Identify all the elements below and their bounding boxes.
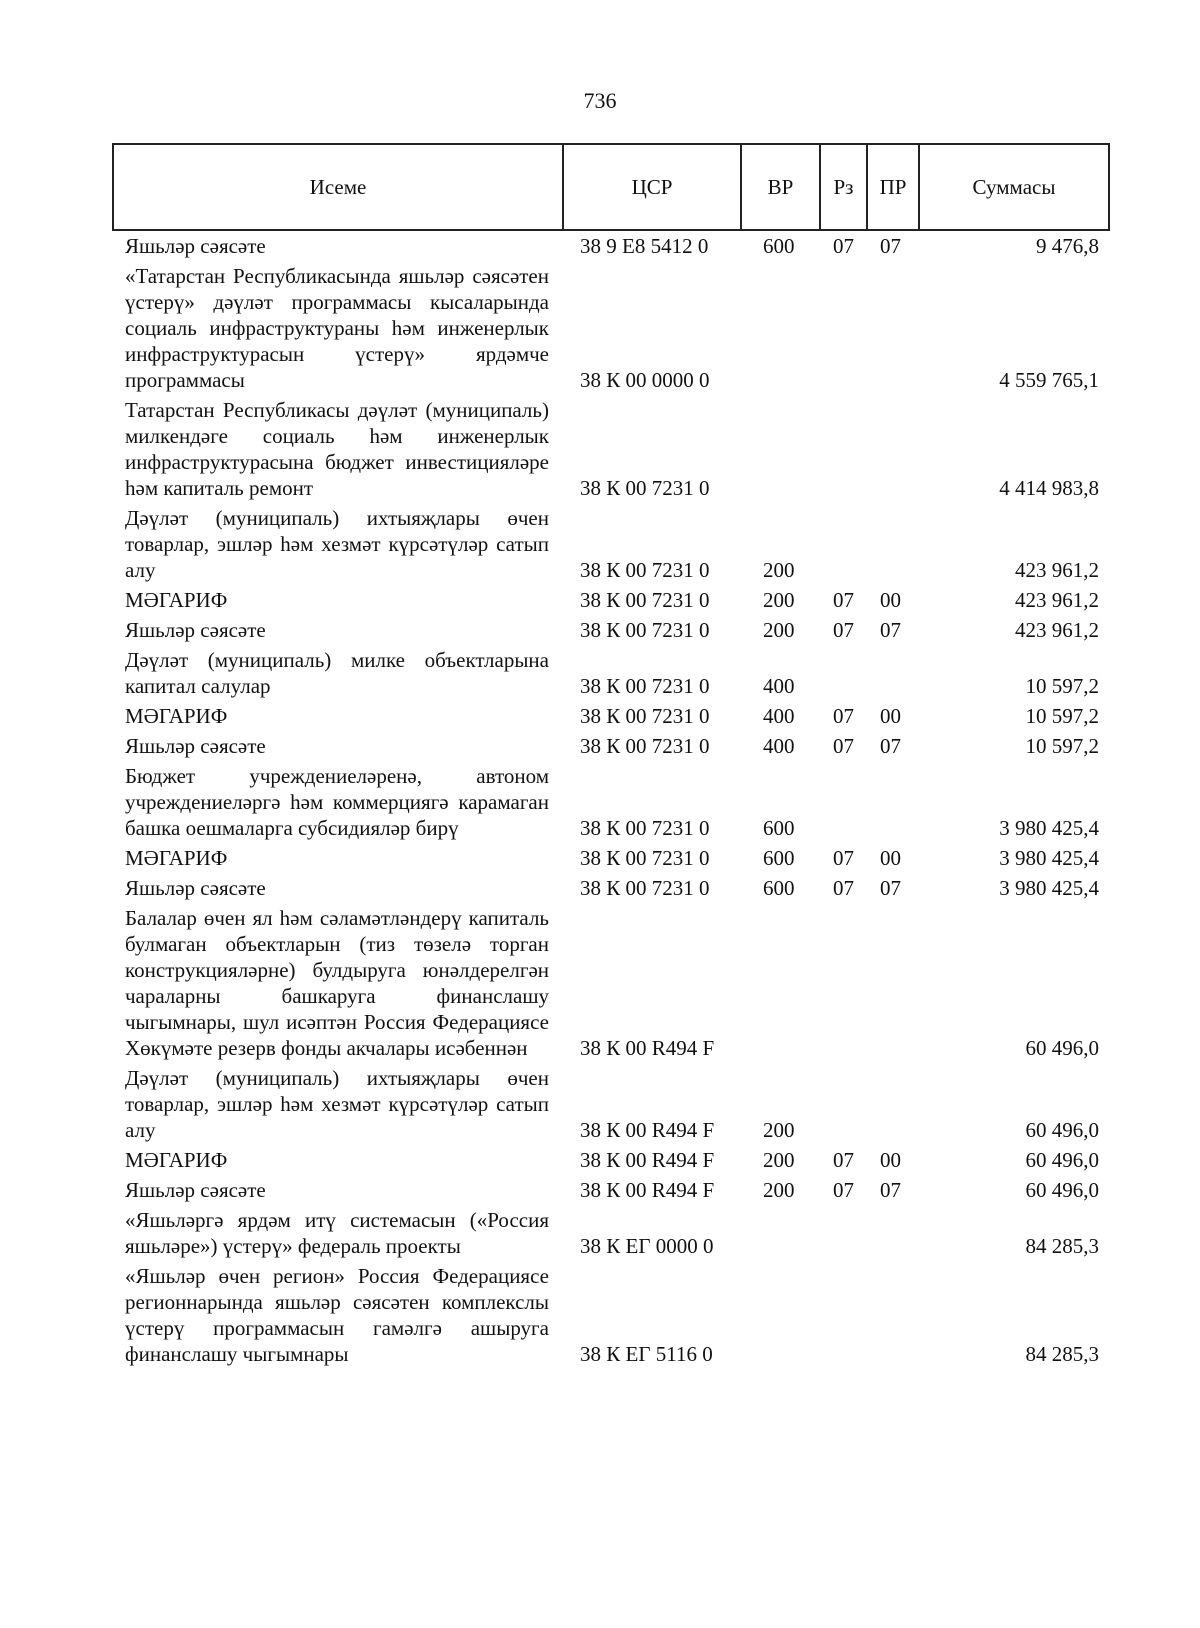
cell-name: Яшьләр сәясәте	[125, 876, 266, 900]
cell-sum: 84 285,3	[1025, 1342, 1099, 1366]
cell-csr: 38 К 00 7231 0	[580, 876, 710, 900]
cell-vr	[741, 1207, 820, 1263]
cell-sum: 10 597,2	[1025, 734, 1099, 758]
header-rz: Рз	[820, 144, 867, 230]
cell-vr: 600	[763, 846, 795, 870]
table-row	[113, 845, 1109, 875]
cell-sum: 10 597,2	[1025, 704, 1099, 728]
header-vr: ВР	[741, 144, 820, 230]
cell-sum: 3 980 425,4	[999, 816, 1099, 840]
table-body	[113, 230, 1109, 1371]
cell-sum: 423 961,2	[1015, 558, 1099, 582]
cell-rz	[820, 1263, 867, 1371]
cell-sum: 10 597,2	[1025, 674, 1099, 698]
cell-vr: 600	[763, 876, 795, 900]
header-pr: ПР	[867, 144, 919, 230]
cell-vr: 200	[763, 558, 795, 582]
table-row	[113, 617, 1109, 647]
cell-name: МӘГАРИФ	[125, 846, 228, 870]
cell-pr: 07	[880, 876, 901, 900]
cell-csr: 38 К 00 7231 0	[580, 588, 710, 612]
cell-rz: 07	[833, 734, 854, 758]
cell-sum: 3 980 425,4	[999, 876, 1099, 900]
cell-csr: 38 К 00 R494 F	[580, 1178, 715, 1202]
header-row	[113, 144, 1109, 230]
cell-sum: 60 496,0	[1025, 1118, 1099, 1142]
table-row	[113, 875, 1109, 905]
table-row	[113, 587, 1109, 617]
cell-rz: 07	[833, 588, 854, 612]
cell-csr: 38 К ЕГ 0000 0	[580, 1234, 714, 1258]
cell-pr	[867, 263, 919, 397]
cell-sum: 9 476,8	[1036, 234, 1099, 258]
cell-rz	[820, 763, 867, 845]
table-row	[113, 1065, 1109, 1147]
cell-name: «Яшьләр өчен регион» Россия Федерациясе регионнарында яшьләр сәясәтен комплекслы үстерү программасын гамәлгә ашыруга финанслашу чыгымнары	[125, 1264, 549, 1366]
cell-vr	[741, 905, 820, 1065]
table-row	[113, 263, 1109, 397]
cell-vr: 200	[763, 588, 795, 612]
cell-name: Татарстан Республикасы дәүләт (муниципаль) милкендәге социаль һәм инженерлык инфраструктурасына бюджет инвестицияләре һәм капиталь ремонт	[125, 398, 549, 500]
cell-sum: 60 496,0	[1025, 1178, 1099, 1202]
cell-csr: 38 К 00 R494 F	[580, 1036, 715, 1060]
table-header	[113, 144, 1109, 230]
cell-pr	[867, 1065, 919, 1147]
cell-name: «Татарстан Республикасында яшьләр сәясәтен үстерү» дәүләт программасы кысаларында социаль инфраструктураны һәм инженерлык инфраструктурасын үстерү» ярдәмче программасы	[125, 264, 549, 392]
cell-rz: 07	[833, 704, 854, 728]
cell-rz	[820, 397, 867, 505]
cell-csr: 38 К ЕГ 5116 0	[580, 1342, 713, 1366]
cell-name: МӘГАРИФ	[125, 1148, 228, 1172]
header-name: Исеме	[113, 144, 563, 230]
cell-name: Яшьләр сәясәте	[125, 618, 266, 642]
cell-csr: 38 К 00 7231 0	[580, 558, 710, 582]
cell-vr: 200	[763, 618, 795, 642]
cell-pr: 07	[880, 234, 901, 258]
table-row	[113, 763, 1109, 845]
cell-rz: 07	[833, 846, 854, 870]
cell-vr: 600	[763, 816, 795, 840]
cell-sum: 423 961,2	[1015, 618, 1099, 642]
cell-sum: 4 559 765,1	[999, 368, 1099, 392]
cell-vr: 400	[763, 674, 795, 698]
cell-pr: 00	[880, 588, 901, 612]
cell-sum: 60 496,0	[1025, 1148, 1099, 1172]
cell-pr	[867, 905, 919, 1065]
cell-pr: 07	[880, 734, 901, 758]
cell-pr: 00	[880, 704, 901, 728]
cell-vr: 400	[763, 734, 795, 758]
cell-csr: 38 К 00 7231 0	[580, 476, 710, 500]
cell-rz	[820, 263, 867, 397]
cell-pr	[867, 505, 919, 587]
table-row	[113, 230, 1109, 263]
cell-rz: 07	[833, 1148, 854, 1172]
cell-csr: 38 К 00 7231 0	[580, 816, 710, 840]
cell-rz	[820, 1207, 867, 1263]
cell-csr: 38 К 00 7231 0	[580, 846, 710, 870]
cell-name: Бюджет учреждениеләренә, автоном учреждениеләргә һәм коммерциягә карамаган башка оешмаларга субсидияләр бирү	[125, 764, 549, 840]
cell-vr	[741, 263, 820, 397]
cell-name: Яшьләр сәясәте	[125, 1178, 266, 1202]
cell-name: МӘГАРИФ	[125, 588, 228, 612]
cell-csr: 38 К 00 7231 0	[580, 734, 710, 758]
cell-name: Яшьләр сәясәте	[125, 234, 266, 258]
cell-pr: 00	[880, 1148, 901, 1172]
cell-vr: 200	[763, 1178, 795, 1202]
cell-vr	[741, 1263, 820, 1371]
cell-pr	[867, 647, 919, 703]
page-number: 736	[583, 88, 617, 113]
cell-rz	[820, 905, 867, 1065]
table-row	[113, 1207, 1109, 1263]
cell-name: Балалар өчен ял һәм сәламәтләндерү капиталь булмаган объектларын (тиз төзелә торган конструкцияләрне) булдыруга юнәлдерелгән чараларны башкаруга финанслашу чыгымнары, шул исәптән Россия Федерациясе Хөкүмәте резерв фонды акчалары исәбеннән	[125, 906, 549, 1060]
cell-pr: 07	[880, 1178, 901, 1202]
cell-csr: 38 К 00 R494 F	[580, 1118, 715, 1142]
cell-rz: 07	[833, 234, 854, 258]
cell-pr: 07	[880, 618, 901, 642]
cell-name: Яшьләр сәясәте	[125, 734, 266, 758]
cell-name: Дәүләт (муниципаль) ихтыяҗлары өчен товарлар, эшләр һәм хезмәт күрсәтүләр сатып алу	[125, 506, 549, 582]
budget-table	[112, 143, 1110, 1371]
cell-rz	[820, 505, 867, 587]
table-row	[113, 733, 1109, 763]
table-row	[113, 397, 1109, 505]
cell-vr: 200	[763, 1148, 795, 1172]
cell-vr	[741, 397, 820, 505]
cell-rz	[820, 1065, 867, 1147]
cell-sum: 4 414 983,8	[999, 476, 1099, 500]
header-csr: ЦСР	[563, 144, 741, 230]
table-row	[113, 1147, 1109, 1177]
cell-name: МӘГАРИФ	[125, 704, 228, 728]
cell-pr	[867, 1263, 919, 1371]
cell-csr: 38 К 00 7231 0	[580, 674, 710, 698]
cell-csr: 38 9 Е8 5412 0	[580, 234, 709, 258]
table-row	[113, 647, 1109, 703]
cell-csr: 38 К 00 7231 0	[580, 704, 710, 728]
cell-sum: 60 496,0	[1025, 1036, 1099, 1060]
cell-rz	[820, 647, 867, 703]
table-row	[113, 703, 1109, 733]
table-row	[113, 505, 1109, 587]
cell-sum: 3 980 425,4	[999, 846, 1099, 870]
cell-sum: 84 285,3	[1025, 1234, 1099, 1258]
cell-name: Дәүләт (муниципаль) ихтыяҗлары өчен товарлар, эшләр һәм хезмәт күрсәтүләр сатып алу	[125, 1066, 549, 1142]
cell-sum: 423 961,2	[1015, 588, 1099, 612]
cell-rz: 07	[833, 1178, 854, 1202]
cell-vr: 600	[763, 234, 795, 258]
cell-pr: 00	[880, 846, 901, 870]
table-row	[113, 905, 1109, 1065]
table-row	[113, 1177, 1109, 1207]
cell-rz: 07	[833, 618, 854, 642]
cell-vr: 400	[763, 704, 795, 728]
table-row	[113, 1263, 1109, 1371]
header-sum: Суммасы	[919, 144, 1109, 230]
cell-csr: 38 К 00 0000 0	[580, 368, 710, 392]
cell-name: Дәүләт (муниципаль) милке объектларына капитал салулар	[125, 648, 549, 698]
cell-pr	[867, 397, 919, 505]
cell-csr: 38 К 00 R494 F	[580, 1148, 715, 1172]
cell-pr	[867, 1207, 919, 1263]
cell-rz: 07	[833, 876, 854, 900]
cell-vr: 200	[763, 1118, 795, 1142]
cell-name: «Яшьләргә ярдәм итү системасын («Россия яшьләре») үстерү» федераль проекты	[125, 1208, 549, 1258]
cell-pr	[867, 763, 919, 845]
cell-csr: 38 К 00 7231 0	[580, 618, 710, 642]
